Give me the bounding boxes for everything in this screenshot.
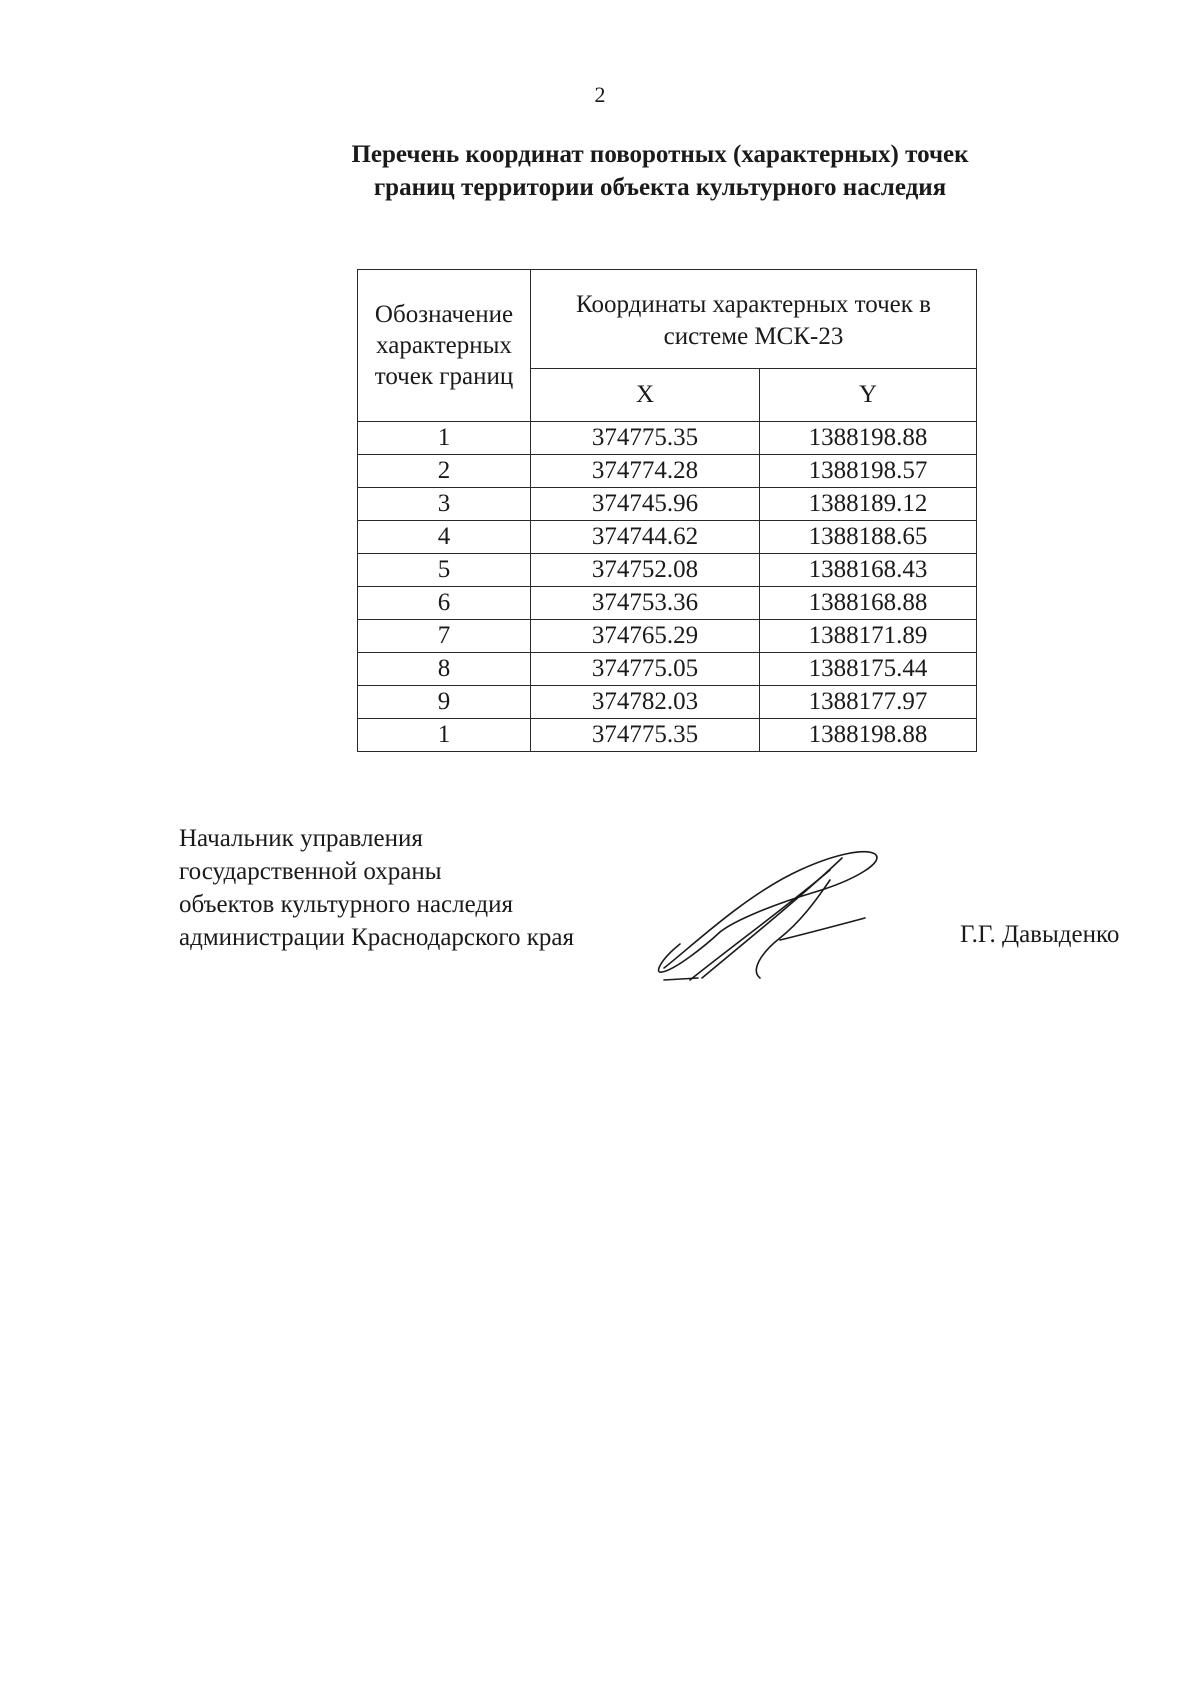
x-cell: 374745.96 (531, 488, 760, 521)
y-cell: 1388189.12 (760, 488, 977, 521)
point-cell: 6 (358, 587, 531, 620)
table-row (358, 686, 977, 719)
point-cell: 1 (358, 719, 531, 752)
table-row (358, 587, 977, 620)
point-cell: 4 (358, 521, 531, 554)
header-line: Обозначение (374, 301, 514, 328)
x-cell: 374752.08 (531, 554, 760, 587)
point-cell: 3 (358, 488, 531, 521)
y-cell: 1388177.97 (760, 686, 977, 719)
y-cell: 1388198.88 (760, 422, 977, 455)
header-line: Координаты характерных точек в (576, 291, 931, 318)
y-cell: 1388188.65 (760, 521, 977, 554)
x-cell: 374744.62 (531, 521, 760, 554)
header-line: точек границ (374, 363, 514, 390)
point-cell: 2 (358, 455, 531, 488)
table-row (358, 521, 977, 554)
x-cell: 374775.05 (531, 653, 760, 686)
table-row (358, 653, 977, 686)
document-title-line-2: границ территории объекта культурного наследия (373, 174, 947, 201)
x-cell: 374782.03 (531, 686, 760, 719)
y-cell: 1388198.57 (760, 455, 977, 488)
y-cell: 1388168.88 (760, 587, 977, 620)
y-cell: 1388198.88 (760, 719, 977, 752)
table-row (358, 554, 977, 587)
signatory-name: Г.Г. Давыденко (960, 921, 1120, 948)
handwritten-signature (650, 840, 920, 990)
y-cell: 1388175.44 (760, 653, 977, 686)
position-line: государственной охраны (179, 858, 442, 885)
table-row (358, 455, 977, 488)
table-row (358, 719, 977, 752)
signatory-position (179, 822, 574, 954)
page-number: 2 (594, 82, 606, 107)
x-column-header: X (531, 368, 760, 421)
header-line: характерных (376, 332, 512, 359)
coordinates-table (357, 269, 977, 752)
table-row (358, 620, 977, 653)
point-cell: 9 (358, 686, 531, 719)
y-cell: 1388168.43 (760, 554, 977, 587)
point-cell: 8 (358, 653, 531, 686)
x-cell: 374775.35 (531, 422, 760, 455)
table-row (358, 488, 977, 521)
x-cell: 374753.36 (531, 587, 760, 620)
point-cell: 5 (358, 554, 531, 587)
position-line: администрации Краснодарского края (179, 924, 575, 951)
point-cell: 1 (358, 422, 531, 455)
y-cell: 1388171.89 (760, 620, 977, 653)
position-line: объектов культурного наследия (179, 891, 513, 918)
coordinates-header (531, 270, 977, 369)
x-cell: 374775.35 (531, 719, 760, 752)
document-title (280, 138, 1040, 204)
document-title-line-1: Перечень координат поворотных (характерных) точек (351, 141, 969, 168)
point-cell: 7 (358, 620, 531, 653)
point-designation-header (358, 270, 531, 422)
header-line: системе МСК-23 (663, 323, 844, 350)
position-line: Начальник управления (179, 825, 423, 852)
x-cell: 374765.29 (531, 620, 760, 653)
x-cell: 374774.28 (531, 455, 760, 488)
table-row (358, 422, 977, 455)
y-column-header: Y (760, 368, 977, 421)
